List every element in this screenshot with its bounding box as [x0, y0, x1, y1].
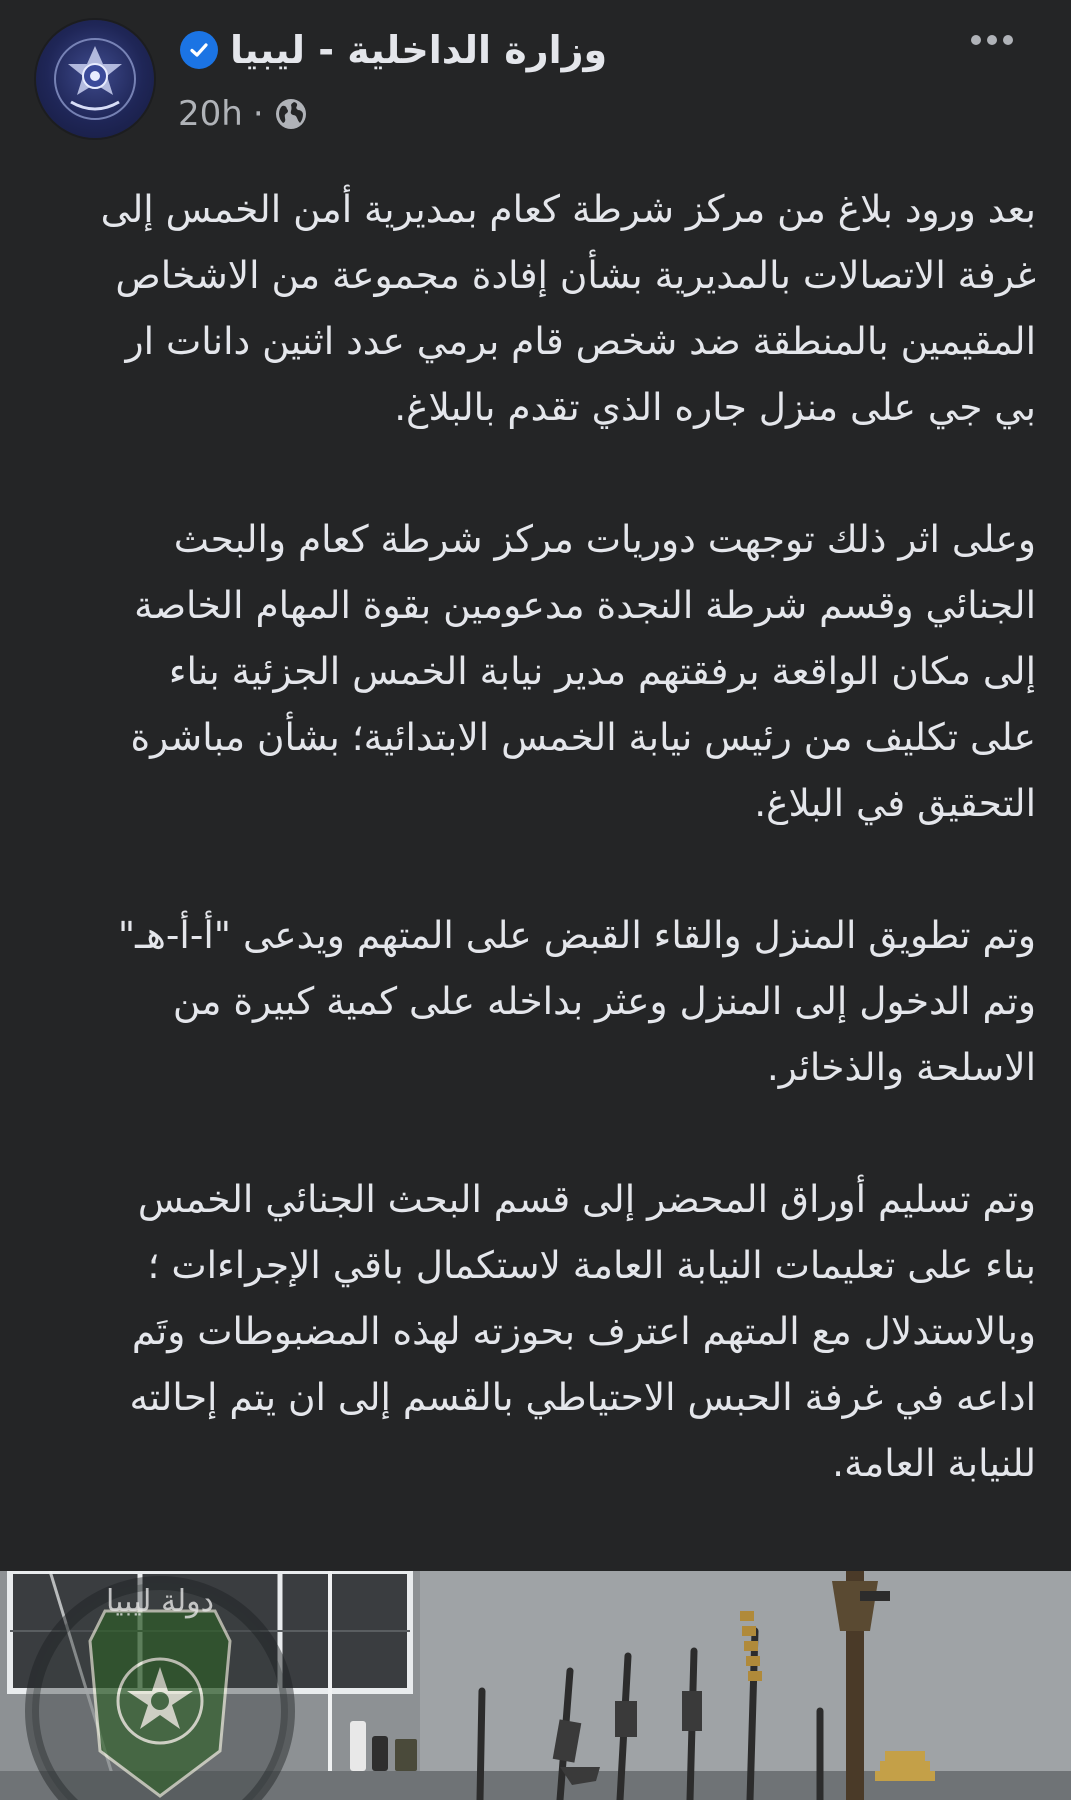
- page-name[interactable]: وزارة الداخلية - ليبيا: [230, 28, 608, 72]
- paragraph-4: [32, 1166, 1036, 1496]
- text-line: التحقيق في البلاغ.: [754, 781, 1036, 825]
- post-meta: [178, 92, 308, 136]
- text-line: بي جي على منزل جاره الذي تقدم بالبلاغ.: [394, 385, 1036, 429]
- text-line: بناء على تعليمات النيابة العامة لاستكمال باقي الإجراءات ؛: [147, 1243, 1036, 1287]
- text-line: الجنائي وقسم شرطة النجدة مدعومين بقوة المهام الخاصة: [134, 583, 1036, 627]
- text-line: وبالاستدلال مع المتهم اعترف بحوزته لهذه المضبوطات وتَم: [131, 1309, 1036, 1353]
- paragraph-3: [32, 902, 1036, 1100]
- more-options-icon[interactable]: [955, 16, 1029, 64]
- text-line: وتم تطويق المنزل والقاء القبض على المتهم ويدعى "أ-أ-هـ": [117, 913, 1036, 957]
- text-line: بعد ورود بلاغ من مركز شرطة كعام بمديرية أمن الخمس إلى: [100, 187, 1036, 231]
- text-line: غرفة الاتصالات بالمديرية بشأن إفادة مجموعة من الاشخاص: [115, 253, 1036, 297]
- text-line: الاسلحة والذخائر.: [766, 1045, 1036, 1089]
- post-text: [32, 176, 1036, 1562]
- text-line: وعلى اثر ذلك توجهت دوريات مركز شرطة كعام والبحث: [173, 517, 1036, 561]
- globe-icon[interactable]: [274, 97, 308, 131]
- post-timestamp[interactable]: 20h: [178, 94, 243, 134]
- text-line: إلى مكان الواقعة برفقتهم مدير نيابة الخمس الجزئية بناء: [168, 649, 1036, 693]
- text-line: اداعه في غرفة الحبس الاحتياطي بالقسم إلى ان يتم إحالته: [129, 1375, 1036, 1419]
- text-line: للنيابة العامة.: [832, 1441, 1036, 1485]
- paragraph-2: [32, 506, 1036, 836]
- text-line: على تكليف من رئيس نيابة الخمس الابتدائية؛ بشأن مباشرة: [130, 715, 1036, 759]
- police-emblem-icon: [36, 20, 154, 138]
- meta-separator: ·: [252, 94, 264, 134]
- post-header: [0, 0, 1071, 150]
- post-photo[interactable]: [0, 1571, 1071, 1800]
- text-line: وتم تسليم أوراق المحضر إلى قسم البحث الجنائي الخمس: [137, 1177, 1036, 1221]
- seized-weapons-photo: [0, 1571, 1071, 1800]
- text-line: المقيمين بالمنطقة ضد شخص قام برمي عدد اثنين دانات ار: [125, 319, 1036, 363]
- page-avatar[interactable]: [36, 20, 154, 138]
- paragraph-1: [32, 176, 1036, 440]
- verified-badge-icon: [180, 31, 218, 69]
- text-line: وتم الدخول إلى المنزل وعثر بداخله على كمية كبيرة من: [172, 979, 1036, 1023]
- watermark-text: دولة ليبيا: [105, 1584, 215, 1619]
- page-name-row: [180, 22, 608, 78]
